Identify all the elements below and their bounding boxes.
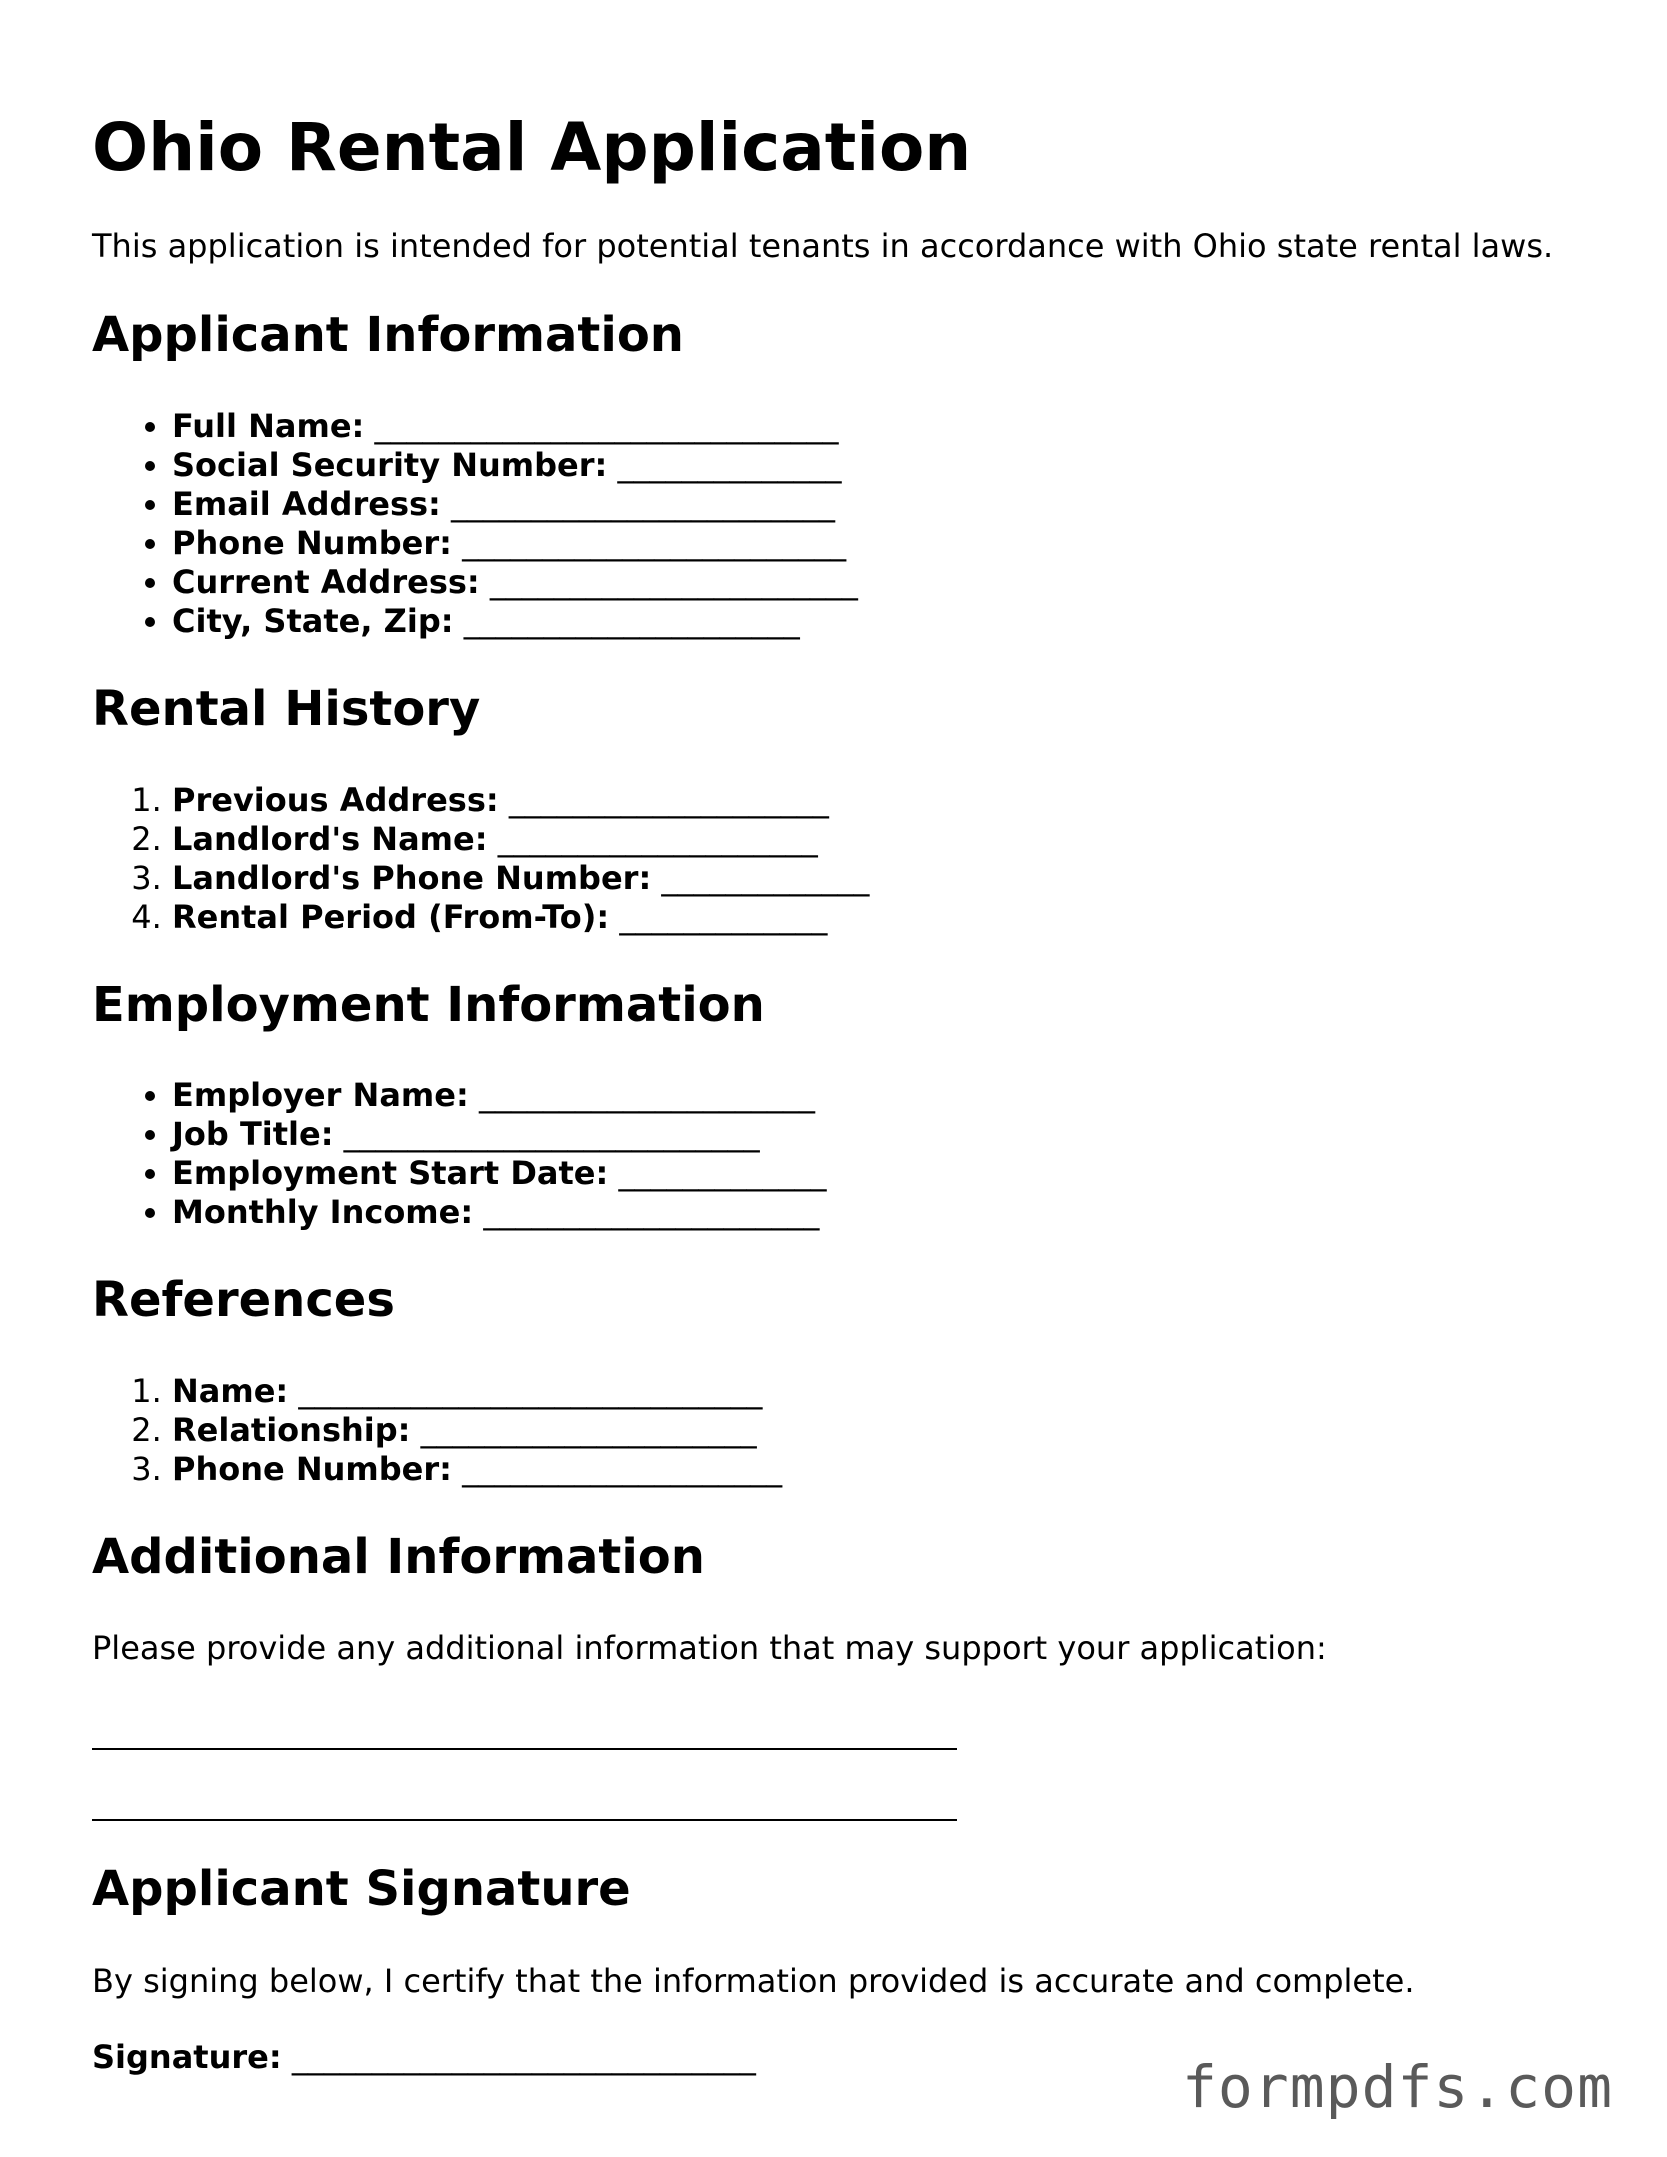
field-current-address[interactable]: • Current Address: _______________________	[172, 563, 1592, 602]
field-landlord-phone[interactable]: 3. Landlord's Phone Number: _____________	[172, 859, 1592, 898]
signature-label: Signature:	[92, 2038, 282, 2077]
blank-line[interactable]: _____________________	[420, 1410, 757, 1449]
additional-line-1[interactable]	[92, 1748, 957, 1750]
signature-blank[interactable]: _____________________________	[291, 2038, 756, 2077]
field-ssn[interactable]: • Social Security Number: ______________	[172, 446, 1592, 485]
blank-line[interactable]: ______________	[617, 446, 842, 485]
blank-line[interactable]: _______________________	[489, 563, 858, 602]
applicant-fields	[92, 407, 1592, 641]
field-rental-period[interactable]: 4. Rental Period (From-To): _____________	[172, 898, 1592, 937]
signature-heading: Applicant Signature	[92, 1861, 631, 1918]
field-reference-name[interactable]: 1. Name: _____________________________	[172, 1372, 1592, 1411]
blank-line[interactable]: ____________________	[497, 819, 818, 858]
blank-line[interactable]: _____________________________	[374, 407, 839, 446]
field-reference-phone[interactable]: 3. Phone Number: ____________________	[172, 1450, 1592, 1489]
blank-line[interactable]: _____________	[661, 858, 870, 897]
field-phone[interactable]: • Phone Number: ________________________	[172, 524, 1592, 563]
references-fields	[92, 1372, 1592, 1489]
blank-line[interactable]: _____________	[618, 1154, 827, 1193]
blank-line[interactable]: _____________________	[483, 1193, 820, 1232]
field-full-name[interactable]: • Full Name: _____________________________	[172, 407, 1592, 446]
blank-line[interactable]: _____________________________	[298, 1371, 763, 1410]
field-city-state-zip[interactable]: • City, State, Zip: _____________________	[172, 602, 1592, 641]
field-employer-name[interactable]: • Employer Name: _____________________	[172, 1076, 1592, 1115]
blank-line[interactable]: __________________________	[343, 1115, 760, 1154]
document-page	[92, 110, 1592, 2076]
blank-line[interactable]: _____________________	[463, 602, 800, 641]
additional-line-2[interactable]	[92, 1819, 957, 1821]
additional-prompt: Please provide any additional information that may support your application:	[92, 1629, 1327, 1668]
page-title: Ohio Rental Application	[92, 109, 972, 186]
references-heading: References	[92, 1272, 395, 1329]
field-employment-start-date[interactable]: • Employment Start Date: _____________	[172, 1154, 1592, 1193]
employment-heading: Employment Information	[92, 976, 765, 1033]
blank-line[interactable]: ________________________	[462, 524, 847, 563]
rental-history-heading: Rental History	[92, 681, 481, 738]
watermark: formpdfs.com	[1181, 2053, 1613, 2121]
field-previous-address[interactable]: 1. Previous Address: ____________________	[172, 781, 1592, 820]
additional-heading: Additional Information	[92, 1528, 705, 1585]
field-monthly-income[interactable]: • Monthly Income: _____________________	[172, 1193, 1592, 1232]
field-email[interactable]: • Email Address: ________________________	[172, 485, 1592, 524]
blank-line[interactable]: ____________________	[462, 1449, 783, 1488]
blank-line[interactable]: ____________________	[508, 780, 829, 819]
field-job-title[interactable]: • Job Title: __________________________	[172, 1115, 1592, 1154]
blank-line[interactable]: _____________	[619, 897, 828, 936]
field-reference-relationship[interactable]: 2. Relationship: _____________________	[172, 1411, 1592, 1450]
blank-line[interactable]: _____________________	[478, 1076, 815, 1115]
blank-line[interactable]: ________________________	[451, 485, 835, 524]
intro-text: This application is intended for potential tenants in accordance with Ohio state rental laws.	[92, 226, 1554, 265]
employment-fields	[92, 1076, 1592, 1232]
field-landlord-name[interactable]: 2. Landlord's Name: ____________________	[172, 820, 1592, 859]
signature-statement: By signing below, I certify that the information provided is accurate and complete.	[92, 1961, 1415, 2000]
applicant-heading: Applicant Information	[92, 307, 684, 364]
rental-history-fields	[92, 781, 1592, 937]
